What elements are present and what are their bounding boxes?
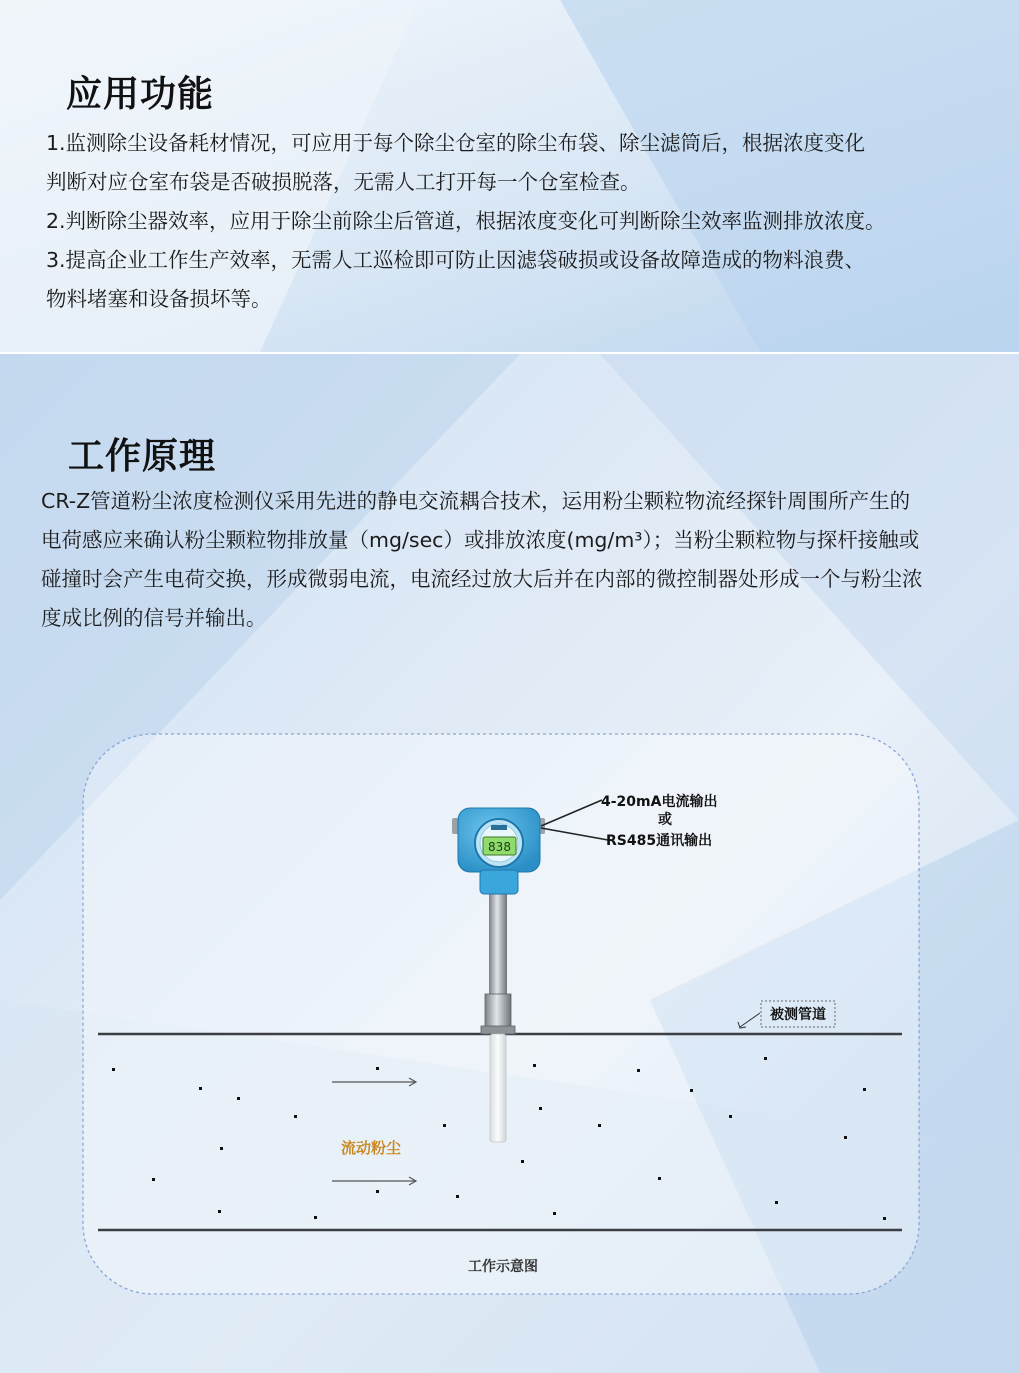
text-line: 判断对应仓室布袋是否破损脱落，无需人工打开每一个仓室检查。 <box>46 170 641 194</box>
instrument-rod <box>489 892 507 996</box>
output-or-label: 或 <box>658 812 672 828</box>
text-line: 度成比例的信号并输出。 <box>41 606 267 630</box>
output-rs485-label: RS485通讯输出 <box>606 833 713 849</box>
flow-dust-label: 流动粉尘 <box>341 1139 402 1157</box>
output-4-20ma-label: 4-20mA电流输出 <box>601 794 718 810</box>
text-line: 电荷感应来确认粉尘颗粒物排放量（mg/sec）或排放浓度(mg/m³）；当粉尘颗粒物与探杆接触或 <box>41 528 920 552</box>
section-title: 工作原理 <box>68 436 217 477</box>
instrument-probe <box>490 1034 506 1142</box>
lcd-value: 838 <box>488 840 511 854</box>
pipe-label: 被测管道 <box>770 1007 826 1023</box>
text-line: CR-Z管道粉尘浓度检测仪采用先进的静电交流耦合技术，运用粉尘颗粒物流经探针周围所产生的 <box>41 489 911 513</box>
text-line: 2.判断除尘器效率，应用于除尘前除尘后管道，根据浓度变化可判断除尘效率监测排放浓度。 <box>46 209 886 233</box>
section-title: 应用功能 <box>66 74 215 115</box>
text-line: 1.监测除尘设备耗材情况，可应用于每个除尘仓室的除尘布袋、除尘滤筒后，根据浓度变化 <box>46 131 866 155</box>
text-line: 物料堵塞和设备损坏等。 <box>46 287 272 311</box>
diagram-caption: 工作示意图 <box>468 1259 538 1275</box>
text-line: 3.提高企业工作生产效率，无需人工巡检即可防止因滤袋破损或设备故障造成的物料浪费、 <box>46 248 866 272</box>
text-line: 碰撞时会产生电荷交换，形成微弱电流，电流经过放大后并在内部的微控制器处形成一个与粉尘浓 <box>41 567 923 591</box>
